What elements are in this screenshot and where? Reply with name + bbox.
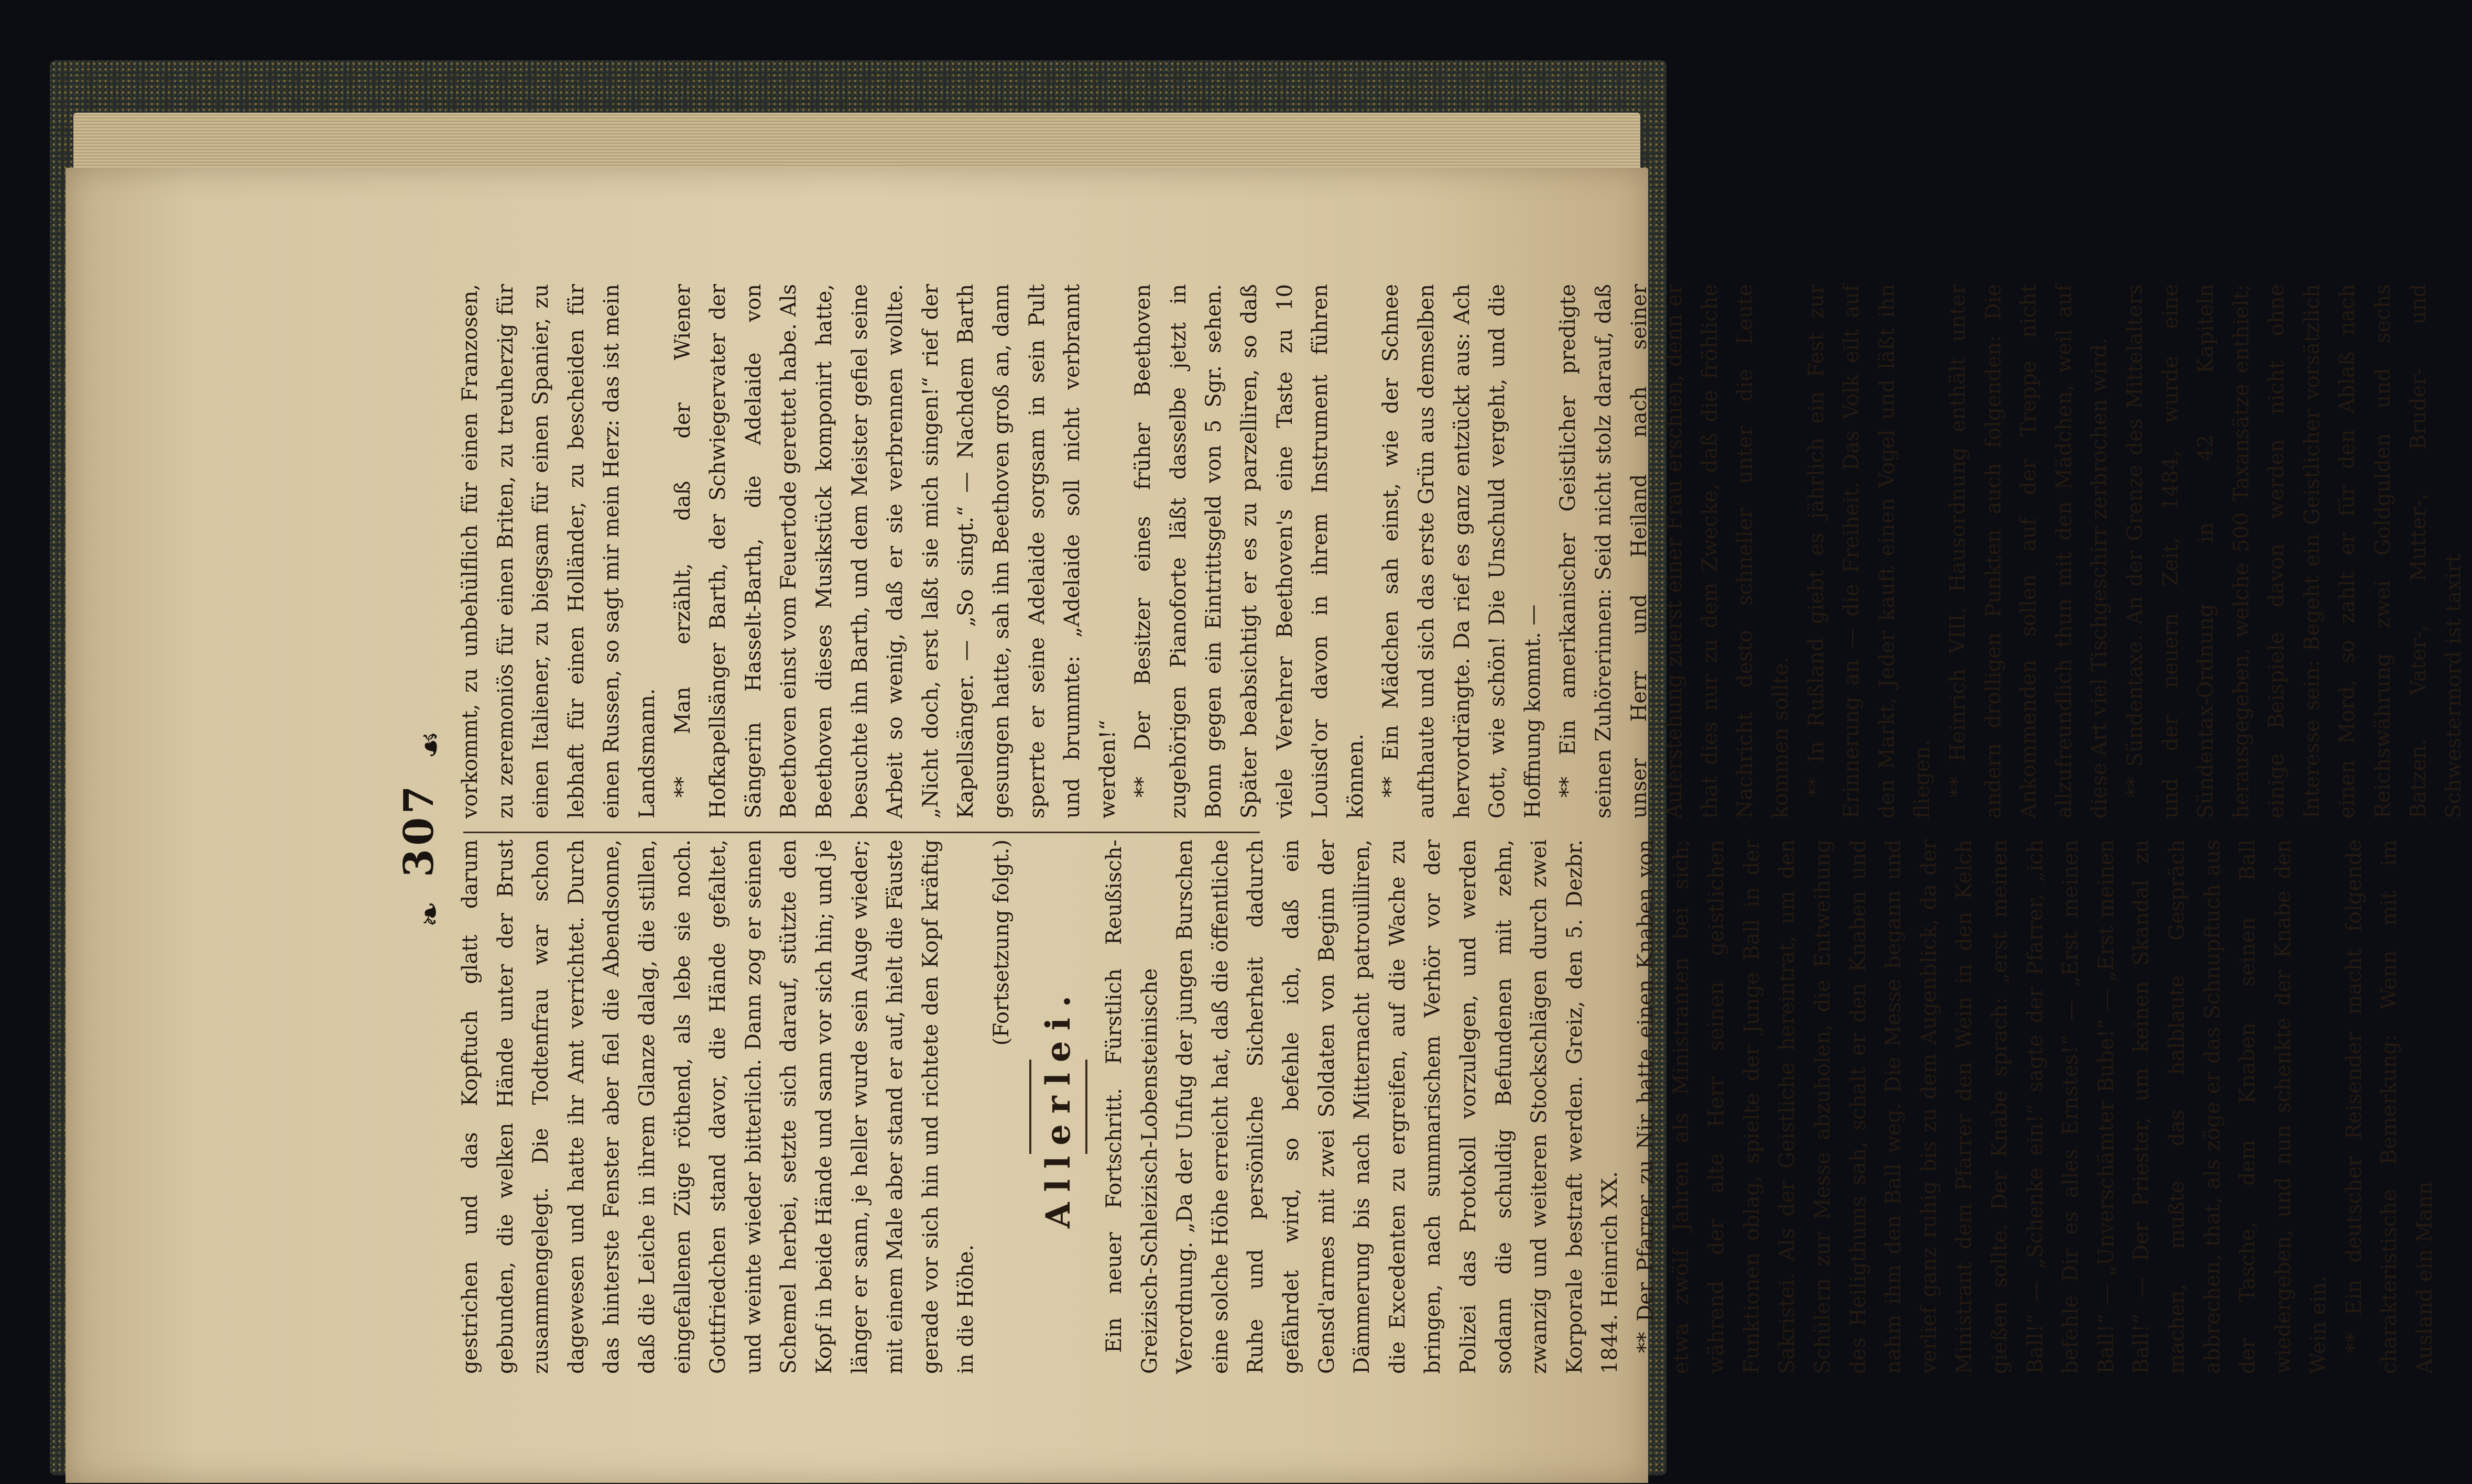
page-number: 307 [395, 782, 443, 878]
right-column [453, 284, 2466, 819]
continuation-note: (Fortsetzung folgt.) [989, 839, 1014, 1046]
page-edges [73, 113, 1640, 170]
news-item: ** Der Besitzer eines früher Beethoven zugehörigen Pianoforte läßt dasselbe jetzt in Bonn gegen ein Eintrittsgeld von 5 Sgr. sehen. Später beabsichtigt er es zu parzelliren, so daß viele Verehrer Beethoven's eine Taste zu 10 Louisd'or davon in ihrem Instrument führen können. [1131, 284, 1368, 819]
section-divider [1085, 1060, 1087, 1154]
news-item: ** Man erzählt, daß der Wiener Hofkapellsänger Barth, der Schwiegervater der Sängerin Hasselt-Barth, die Adelaide von Beethoven einst vom Feuertode gerettet habe. Als Beethoven dieses Musikstück komponirt hatte, besuchte ihn Barth, und dem Meister gefiel seine Arbeit so wenig, daß er sie verbrennen wollte. „Nicht doch, erst laßt sie mich singen!“ rief der Kapellsänger. — „So singt.“ — Nachdem Barth gesungen hatte, sah ihn Beethoven groß an, dann sperrte er seine Adelaide sorgsam in sein Pult und brummte: „Adelaide soll nicht verbrannt werden!“ [670, 284, 1120, 819]
news-item: ** Heinrich VIII. Hausordnung enthält unter andern drolligen Punkten auch folgenden: Die Ankommenden sollen auf der Treppe nicht allzufreundlich thun mit den Mädchen, weil auf diese Art viel Tischgeschirr zerbrochen wird. [1945, 284, 2112, 819]
news-item: Ein neuer Fortschritt. Fürstlich Reußisch-Greizisch-Schleizisch-Lobensteinische Verordnung. „Da der Unfug der jungen Burschen eine solche Höhe erreicht hat, daß die öffentliche Ruhe und persönliche Sicherheit dadurch gefährdet wird, so befehle ich, daß ein Gensd'armes mit zwei Soldaten von Beginn der Dämmerung bis nach Mitternacht patrouilliren, die Excedenten zu ergreifen, auf die Wache zu bringen, nach summarischem Verhör vor der Polizei das Protokoll vorzulegen, und werden sodann die schuldig Befundenen mit zehn, zwanzig und weiteren Stockschlägen durch zwei Korporale bestraft werden. Greiz, den 5. Dezbr. 1844. Heinrich XX. [1102, 839, 1622, 1374]
news-item: ** Ein deutscher Reisender macht folgende charakteristische Bemerkung: Wenn mit im Ausland ein Mann [2342, 839, 2437, 1374]
ornament-left-icon: ❧ [412, 901, 449, 928]
page-header [395, 253, 449, 1405]
story-ending: gestrichen und das Kopftuch glatt darum gebunden, die welken Hände unter der Brust zusammengelegt. Die Todtenfrau war schon dagewesen und hatte ihr Amt verrichtet. Durch das hinterste Fenster aber fiel die Abendsonne, daß die Leiche in ihrem Glanze dalag, die stillen, eingefallenen Züge röthend, als lebe sie noch. Gottfriedchen stand davor, die Hände gefaltet, und weinte wieder bitterlich. Dann zog er seinen Schemel herbei, setzte sich darauf, stützte den Kopf in beide Hände und sann vor sich hin; und je länger er sann, je heller wurde sein Auge wieder; mit einem Male aber stand er auf, hielt die Fäuste gerade vor sich hin und richtete den Kopf kräftig in die Höhe. [458, 839, 978, 1374]
news-item: ** Der Pfarrer zu Nir hatte einen Knaben von etwa zwölf Jahren als Ministranten bei sich; während der alte Herr seinen geistlichen Funktionen oblag, spielte der Junge Ball in der Sakristei. Als der Geistliche hereintrat, um den Schülern zur Messe abzuholen, die Entweihung des Heiligthums sah, schalt er den Knaben und nahm ihm den Ball weg. Die Messe begann und verlief ganz ruhig bis zu dem Augenblick, da der Ministrant dem Pfarrer den Wein in den Kelch gießen sollte. Der Knabe sprach: „erst meinen Ball!“ — „Schenke ein!“ sagte der Pfarrer, „ich befehle Dir es alles Ernstes!“ — „Erst meinen Ball!“ — „Unverschämter Bube!“ — „Erst meinen Ball!“ — Der Priester, um keinen Skandal zu machen, mußte das halblaute Gespräch abbrechen, that, als zöge er das Schnupftuch aus der Tasche, dem Knaben seinen Ball wiedergeben, und nun schenkte der Knabe den Wein ein. [1634, 839, 2331, 1374]
news-item: vorkommt, zu unbehülflich für einen Franzosen, zu zeremoniös für einen Briten, zu treuherzig für einen Italiener, zu biegsam für einen Spanier, zu lebhaft für einen Holländer, zu bescheiden für einen Russen, so sagt mir mein Herz: das ist mein Landsmann. [458, 284, 659, 819]
left-column [453, 839, 2437, 1374]
news-item: ** In Rußland giebt es jährlich ein Fest zur Erinnerung an — die Freiheit. Das Volk eilt auf den Markt, Jeder kauft einen Vogel und läßt ihn fliegen. [1804, 284, 1935, 819]
rotated-page-content [385, 253, 2466, 1405]
news-item: ** Ein amerikanischer Geistlicher predigte seinen Zuhörerinnen: Seid nicht stolz darauf, daß unser Herr und Heiland nach seiner Auferstehung zuerst einer Frau erschien, denn er that dies nur zu dem Zwecke, daß die fröhliche Nachricht desto schneller unter die Leute kommen sollte. [1556, 284, 1793, 819]
ornament-right-icon: ☙ [412, 730, 449, 759]
column-divider [463, 832, 1260, 833]
news-item: ** Ein Mädchen sah einst, wie der Schnee aufthaute und sich das erste Grün aus demselben hervordrängte. Da rief es ganz entzückt aus: Ach Gott, wie schön! Die Unschuld vergeht, und die Hoffnung kommt. — [1379, 284, 1545, 819]
section-title: Allerlei. [1038, 985, 1078, 1229]
section-divider [1029, 1060, 1031, 1154]
news-item: ** Sündentaxe. An der Grenze des Mittelalters und der neuern Zeit, 1484, wurde eine Sündentax-Ordnung in 42 Kapiteln herausgegeben, welche 500 Taxansätze enthielt; einige Beispiele davon werden nicht ohne Interesse sein: Begeht ein Geistlicher vorsätzlich einen Mord, so zahlt er für den Ablaß nach Reichswährung zwei Goldgulden und sechs Batzen. Vater-, Mutter-, Bruder- und Schwestermord ist taxirt [2122, 284, 2466, 819]
